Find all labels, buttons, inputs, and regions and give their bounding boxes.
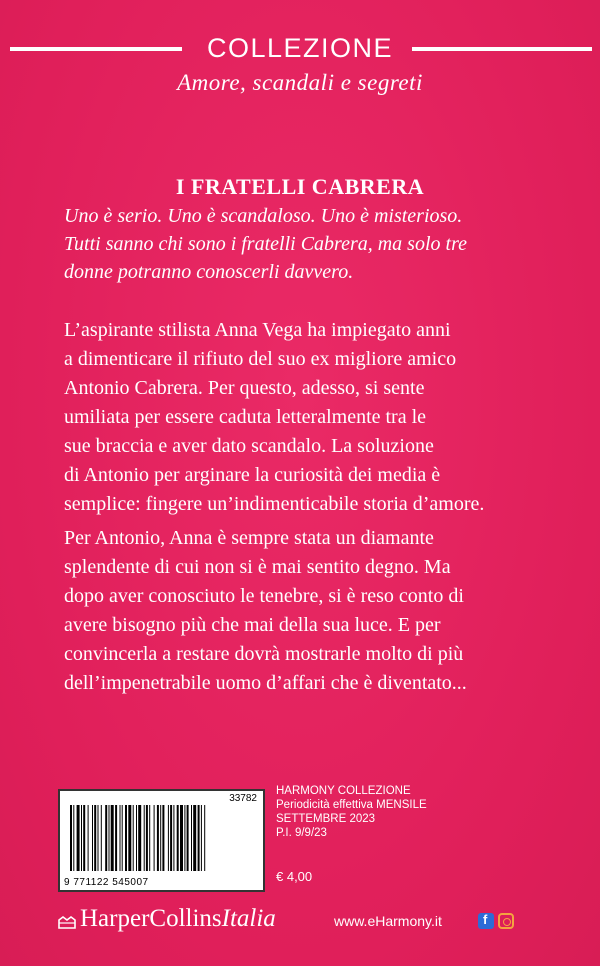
barcode-bar xyxy=(92,805,93,871)
barcode-bar xyxy=(125,805,127,871)
publication-info xyxy=(276,784,546,840)
barcode-bar xyxy=(98,805,99,871)
synopsis-line: di Antonio per arginare la curiosità dei media è xyxy=(64,464,441,486)
barcode-bar xyxy=(149,805,150,871)
barcode-bar xyxy=(77,805,80,871)
synopsis-paragraph-2 xyxy=(64,524,544,698)
barcode-bar xyxy=(170,805,172,871)
barcode-bar xyxy=(201,805,202,871)
barcode-bar xyxy=(81,805,82,871)
facebook-icon[interactable] xyxy=(478,913,494,929)
barcode-bar xyxy=(187,805,189,871)
synopsis-line: Per Antonio, Anna è sempre stata un diamante xyxy=(64,527,434,549)
publisher-name: HarperCollins xyxy=(80,905,222,932)
tagline-line: Uno è serio. Uno è scandaloso. Uno è misterioso. xyxy=(64,205,463,227)
barcode-bar xyxy=(193,805,196,871)
publisher-logo xyxy=(80,905,276,933)
barcode-bar xyxy=(115,805,117,871)
tagline-line: donne potranno conoscerli davvero. xyxy=(64,261,354,283)
barcode-bars xyxy=(68,805,258,871)
barcode-bar xyxy=(162,805,164,871)
barcode-bar xyxy=(120,805,121,871)
synopsis-line: convincerla a restare dovrà mostrarle molto di più xyxy=(64,643,464,665)
synopsis-line: umiliata per essere caduta letteralmente tra le xyxy=(64,406,427,428)
synopsis-line: semplice: fingere un’indimenticabile storia d’amore. xyxy=(64,493,485,515)
synopsis-paragraph-1 xyxy=(64,316,544,519)
info-line: HARMONY COLLEZIONE xyxy=(276,785,411,797)
facebook-glyph: f xyxy=(483,912,488,927)
info-line: Periodicità effettiva MENSILE xyxy=(276,799,427,811)
barcode-bar xyxy=(94,805,96,871)
collection-subtitle: Amore, scandali e segreti xyxy=(177,70,423,95)
barcode-bar xyxy=(111,805,114,871)
publisher-suffix: Italia xyxy=(221,905,276,932)
synopsis-line: Antonio Cabrera. Per questo, adesso, si sente xyxy=(64,377,425,399)
barcode-bar xyxy=(168,805,169,871)
barcode-bar xyxy=(133,805,134,871)
barcode-bar xyxy=(184,805,185,871)
barcode-ean: 9 771122 545007 xyxy=(64,877,149,888)
barcode-bar xyxy=(128,805,131,871)
tagline-line: Tutti sanno chi sono i fratelli Cabrera, ma solo tre xyxy=(64,233,467,255)
footer xyxy=(58,905,538,937)
barcode-bar xyxy=(157,805,159,871)
instagram-lens xyxy=(503,918,511,926)
info-line: P.I. 9/9/23 xyxy=(276,827,327,839)
barcode-bar xyxy=(109,805,110,871)
barcode-bar xyxy=(122,805,123,871)
synopsis-line: splendente di cui non si è mai sentito degno. Ma xyxy=(64,556,451,578)
series-tagline xyxy=(64,202,544,286)
barcode-bar xyxy=(144,805,145,871)
website-link[interactable]: www.eHarmony.it xyxy=(334,913,442,929)
barcode xyxy=(58,789,265,892)
barcode-bar xyxy=(136,805,137,871)
barcode-bar xyxy=(83,805,85,871)
harpercollins-logo-icon xyxy=(58,914,76,930)
barcode-bar xyxy=(173,805,174,871)
price: € 4,00 xyxy=(276,869,313,884)
barcode-bar xyxy=(138,805,141,871)
barcode-bar xyxy=(73,805,74,871)
barcode-bar xyxy=(191,805,192,871)
synopsis-line: dopo aver conosciuto le tenebre, si è reso conto di xyxy=(64,585,464,607)
synopsis-line: sue braccia e aver dato scandalo. La soluzione xyxy=(64,435,434,457)
collection-heading: COLLEZIONE xyxy=(206,33,394,63)
info-line: SETTEMBRE 2023 xyxy=(276,813,376,825)
barcode-bar xyxy=(88,805,89,871)
barcode-bar xyxy=(180,805,183,871)
synopsis-line: avere bisogno più che mai della sua luce. E per xyxy=(64,614,441,636)
barcode-bar xyxy=(177,805,179,871)
synopsis-line: L’aspirante stilista Anna Vega ha impiegato anni xyxy=(64,319,451,341)
barcode-bar xyxy=(146,805,148,871)
barcode-bar xyxy=(105,805,107,871)
barcode-bar xyxy=(70,805,72,871)
barcode-bar xyxy=(198,805,200,871)
barcode-bar xyxy=(160,805,161,871)
barcode-bar xyxy=(204,805,205,871)
synopsis-line: a dimenticare il rifiuto del suo ex migliore amico xyxy=(64,348,457,370)
series-title: I FRATELLI CABRERA xyxy=(175,174,425,199)
barcode-bar xyxy=(101,805,102,871)
instagram-icon[interactable] xyxy=(498,913,514,929)
synopsis-line: dell’impenetrabile uomo d’affari che è diventato... xyxy=(64,672,467,694)
barcode-issue-code: 33782 xyxy=(229,793,257,804)
barcode-bar xyxy=(154,805,155,871)
